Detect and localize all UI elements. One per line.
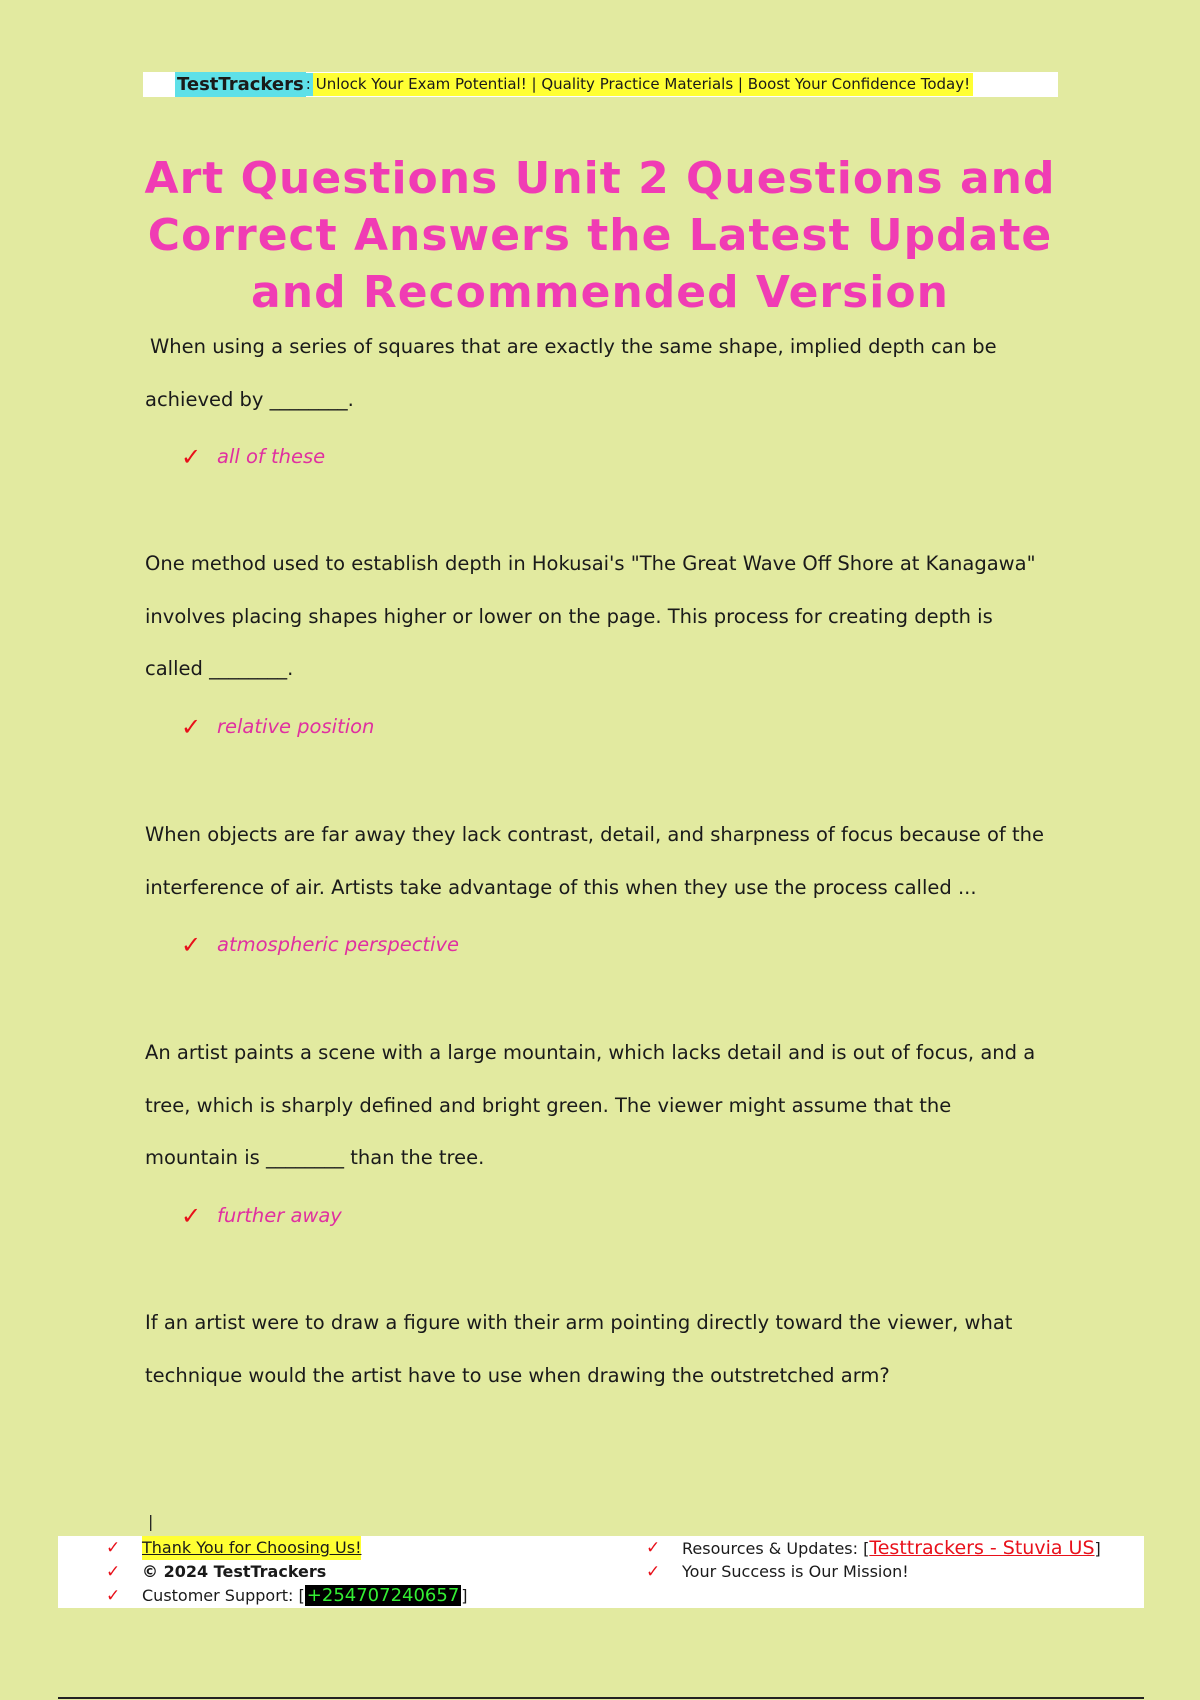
answer-text: all of these	[217, 445, 326, 468]
footer-support	[142, 1584, 468, 1608]
question-block-3	[145, 809, 1045, 960]
support-label: Customer Support: [	[142, 1586, 305, 1605]
answer-text: further away	[217, 1203, 342, 1227]
footer-mission-row	[58, 1560, 1144, 1584]
check-icon: ✓	[181, 443, 202, 471]
question-text: If an artist were to draw a figure with their arm pointing directly toward the viewer, what technique would the artist have to use when drawing the outstretched arm?	[145, 1311, 1013, 1387]
footer-resources	[682, 1536, 1101, 1561]
footer-copyright: © 2024 TestTrackers	[142, 1562, 327, 1581]
footer	[58, 1536, 1144, 1608]
question-text: One method used to establish depth in Hokusai's "The Great Wave Off Shore at Kanagawa" involves placing shapes higher or lower on the page. This process for creating depth is called ________.	[145, 552, 1036, 680]
check-icon: ✓	[106, 1538, 121, 1558]
question-text: When objects are far away they lack contrast, detail, and sharpness of focus because of the interference of air. Artists take advantage of this when they use the process called ...	[145, 823, 1044, 899]
answer-text: relative position	[217, 714, 375, 738]
footer-resources-row	[58, 1536, 1144, 1560]
question-text: When using a series of squares that are exactly the same shape, implied depth can be achieved by ________.	[145, 335, 997, 411]
check-icon: ✓	[181, 931, 202, 959]
bottom-divider	[58, 1697, 1144, 1699]
question-block-5	[145, 1297, 1045, 1402]
check-icon: ✓	[646, 1538, 661, 1558]
resources-close: ]	[1094, 1539, 1101, 1558]
question-block-1	[145, 321, 1045, 472]
footer-right	[58, 1536, 1144, 1584]
answer-row	[145, 1201, 1045, 1231]
question-text: An artist paints a scene with a large mountain, which lacks detail and is out of focus, and a tree, which is sharply defined and bright green. The viewer might assume that the mountain is ________ than the tree.	[145, 1041, 1036, 1169]
check-icon: ✓	[106, 1586, 121, 1606]
header-banner	[143, 72, 1058, 97]
footer-thanks[interactable]: Thank You for Choosing Us!	[142, 1536, 361, 1560]
answer-text: atmospheric perspective	[217, 933, 460, 956]
check-icon: ✓	[106, 1562, 121, 1582]
support-phone[interactable]: +254707240657	[306, 1585, 460, 1606]
brand-colon: :	[306, 73, 313, 96]
brand-name: TestTrackers	[177, 74, 304, 95]
check-icon: ✓	[181, 1201, 202, 1230]
resources-link[interactable]: Testtrackers - Stuvia US	[869, 1537, 1095, 1559]
resources-label: Resources & Updates: [	[682, 1539, 870, 1558]
answer-row	[145, 930, 1045, 960]
question-block-4	[145, 1027, 1045, 1231]
footer-mission: Your Success is Our Mission!	[682, 1562, 909, 1581]
support-close: ]	[461, 1586, 468, 1605]
answer-row	[145, 712, 1045, 742]
answer-row	[145, 442, 1045, 472]
banner-content	[175, 72, 973, 97]
footer-support-row	[58, 1584, 598, 1608]
check-icon: ✓	[181, 712, 202, 741]
check-icon: ✓	[646, 1562, 661, 1582]
question-block-2	[145, 538, 1045, 742]
page-title: Art Questions Unit 2 Questions and Correct Answers the Latest Update and Recommended Version	[144, 153, 1056, 318]
banner-slogan: Unlock Your Exam Potential! | Quality Practice Materials | Boost Your Confidence Today!	[313, 73, 973, 96]
text-cursor: |	[148, 1512, 154, 1531]
